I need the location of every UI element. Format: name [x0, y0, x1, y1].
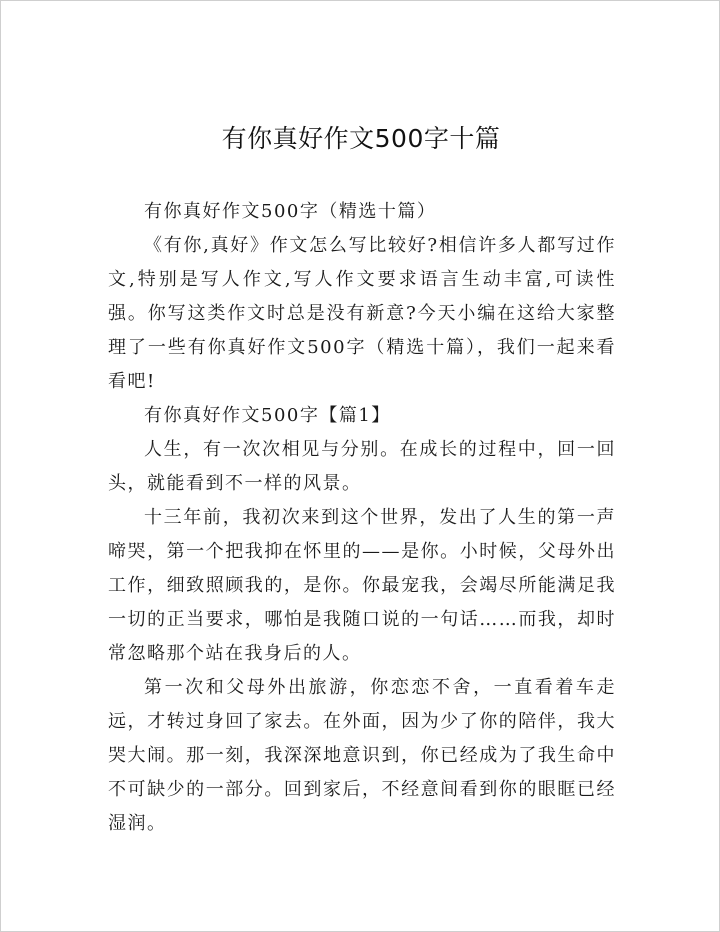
paragraph: 人生，有一次次相见与分别。在成长的过程中，回一回头，就能看到不一样的风景。: [108, 439, 616, 494]
section-heading: 有你真好作文500字【篇1】: [144, 405, 391, 426]
document-body: [108, 195, 616, 841]
paragraph-subtitle: 有你真好作文500字（精选十篇）: [144, 201, 437, 222]
document-title: 有你真好作文500字十篇: [221, 124, 501, 153]
paragraph-intro: 《有你,真好》作文怎么写比较好?相信许多人都写过作文,特别是写人作文,写人作文要求语言生动丰富,可读性强。你写这类作文时总是没有新意?今天小编在这给大家整理了一些有你真好作文500字（精选十篇），我们一起来看看吧!: [108, 235, 616, 392]
paragraph: 十三年前，我初次来到这个世界，发出了人生的第一声啼哭，第一个把我抑在怀里的——是你。小时候，父母外出工作，细致照顾我的，是你。你最宠我，会竭尽所能满足我一切的正当要求，哪怕是我随口说的一句话……而我，却时常忽略那个站在我身后的人。: [108, 507, 616, 664]
paragraph: 第一次和父母外出旅游，你恋恋不舍，一直看着车走远，才转过身回了家去。在外面，因为少了你的陪伴，我大哭大闹。那一刻，我深深地意识到，你已经成为了我生命中不可缺少的一部分。回到家后，不经意间看到你的眼眶已经湿润。: [108, 677, 616, 834]
